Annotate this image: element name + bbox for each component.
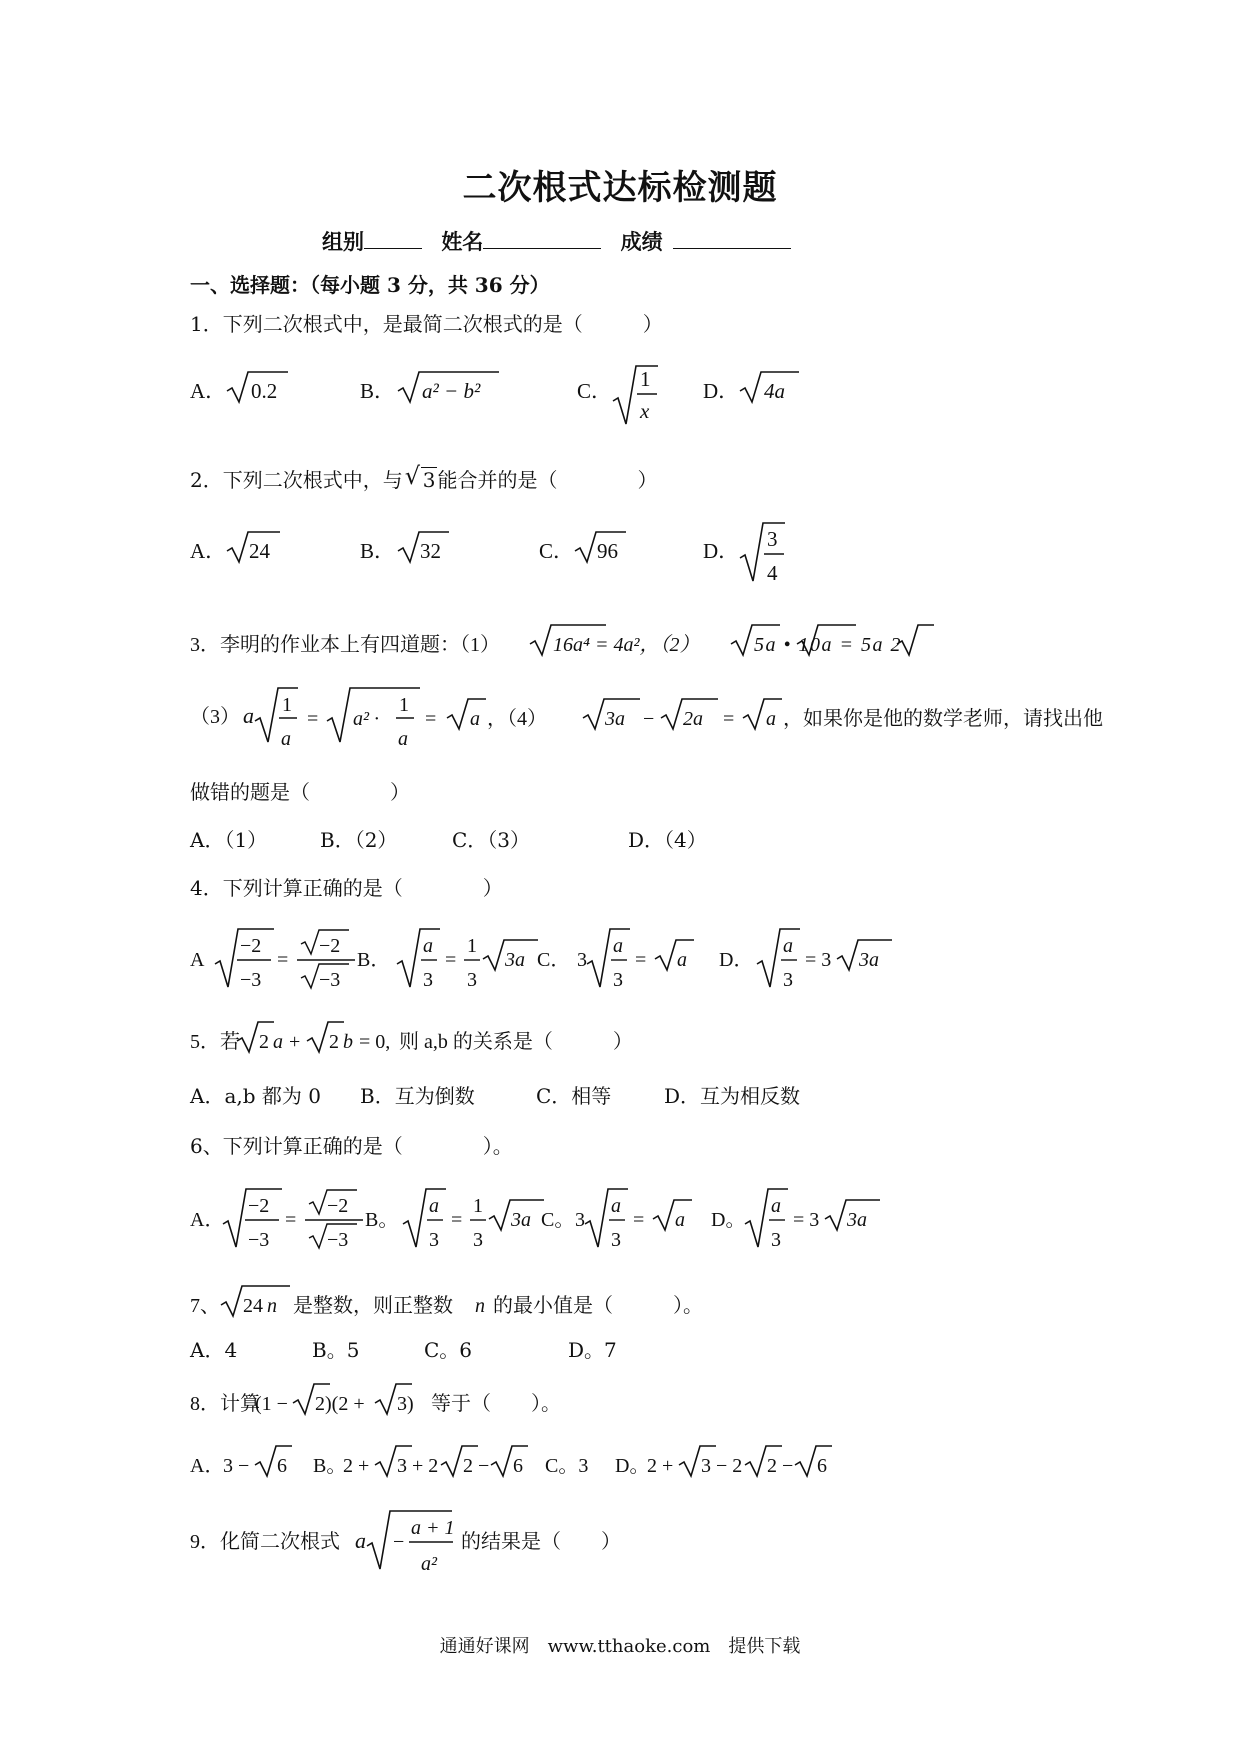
q3-line3: 做错的题是（ ）: [190, 780, 410, 804]
svg-text:−2: −2: [327, 1195, 349, 1217]
q4-label-b: B．: [357, 949, 391, 971]
q6-label-d: D。: [711, 1209, 746, 1231]
svg-text:a: a: [783, 935, 793, 957]
svg-text:−3: −3: [319, 969, 341, 991]
q4-label-d: D．: [719, 949, 754, 971]
q3-term-a4: a: [766, 708, 776, 730]
q5-option-d: D．互为相反数: [664, 1084, 801, 1108]
svg-text:(1 −: (1 −: [255, 1393, 288, 1415]
q2-stem-pre: 2．下列二次根式中，与: [190, 468, 403, 492]
q2-options: [185, 516, 885, 596]
q5-stem-post: 则 a,b 的关系是（ ）: [399, 1031, 633, 1053]
svg-text:a: a: [611, 1195, 621, 1217]
q3-frac1-num: 1: [282, 694, 292, 716]
svg-text:=: =: [285, 1209, 297, 1231]
q3-option-d: D．（4）: [628, 828, 707, 852]
svg-text:a: a: [771, 1195, 781, 1217]
svg-text:=: =: [277, 949, 289, 971]
svg-text:2 +: 2 +: [647, 1455, 674, 1477]
q5-option-c: C．相等: [536, 1084, 612, 1108]
q1-label-a: A．: [190, 379, 227, 403]
q3-line1-pre: 3．李明的作业本上有四道题：（1）: [190, 634, 500, 656]
q5-option-a: A．a,b 都为 0: [190, 1084, 321, 1108]
q4-stem: 4．下列计算正确的是（ ）: [190, 876, 503, 900]
svg-text:3a: 3a: [859, 949, 879, 971]
q1-label-c: C．: [577, 379, 613, 403]
svg-text:=: =: [445, 949, 457, 971]
q2-c-radicand: 96: [597, 539, 618, 563]
q2-stem-radicand: 3: [422, 468, 436, 492]
svg-text:2)(2 +: 2)(2 +: [315, 1393, 365, 1415]
q1-label-d: D．: [703, 379, 740, 403]
svg-text:3 −: 3 −: [223, 1455, 250, 1477]
score-label: 成绩: [620, 229, 663, 254]
svg-text:3): 3): [397, 1393, 414, 1415]
q2-label-a: A．: [190, 539, 227, 563]
svg-text:3 − 2: 3 − 2: [701, 1455, 743, 1477]
svg-text:1: 1: [473, 1195, 483, 1217]
q6-options: [185, 1182, 945, 1262]
q2-stem: [190, 464, 657, 493]
q1-a-radicand: 0.2: [251, 379, 278, 403]
q5-stem-pre: 5．若: [190, 1031, 240, 1053]
q3-line2-a: （3）: [190, 706, 240, 728]
svg-text:6: 6: [817, 1455, 827, 1477]
q9-stem-pre: 9．化简二次根式: [190, 1531, 340, 1553]
svg-text:n: n: [267, 1295, 277, 1317]
svg-text:a: a: [677, 949, 687, 971]
svg-text:2: 2: [329, 1031, 339, 1053]
svg-text:−2: −2: [240, 935, 262, 957]
svg-text:3: 3: [613, 969, 623, 991]
q6-label-c: C。: [541, 1209, 575, 1231]
q7-option-c: C。6: [424, 1338, 473, 1362]
q6-label-a: A．: [190, 1209, 225, 1231]
q3-minus: −: [643, 708, 655, 730]
q3-line2: [185, 683, 1103, 763]
svg-text:2 +: 2 +: [343, 1455, 370, 1477]
q3-eq-sign1: =: [307, 708, 319, 730]
svg-text:3: 3: [429, 1229, 439, 1251]
svg-text:a: a: [355, 1528, 366, 1553]
q8-options: [185, 1438, 945, 1488]
q1-label-b: B．: [360, 379, 396, 403]
q6-stem: 6、下列计算正确的是（ ）。: [190, 1134, 513, 1158]
q3-line2-b: ，（4）: [487, 708, 547, 730]
svg-text:−3: −3: [248, 1229, 270, 1251]
svg-text:24: 24: [243, 1295, 263, 1317]
q3-line1: [185, 618, 985, 668]
q3-option-a: A．（1）: [190, 828, 268, 852]
q8-label-d: D。: [615, 1455, 650, 1477]
q3-eq2: 5a • 10a = 5a 2: [754, 634, 902, 656]
svg-text:a: a: [613, 935, 623, 957]
q3-line2-c: ，如果你是他的数学老师，请找出他: [783, 708, 1103, 730]
score-blank: [673, 228, 791, 249]
q2-stem-post: 能合并的是（ ）: [437, 468, 658, 492]
svg-text:3: 3: [467, 969, 477, 991]
svg-text:2 −: 2 −: [767, 1455, 794, 1477]
q3-eq-sign2: =: [425, 708, 437, 730]
q7-option-a: A．4: [190, 1338, 238, 1362]
section-heading: 一、选择题：（每小题 3 分，共 36 分）: [190, 273, 550, 297]
svg-text:= 3: = 3: [805, 949, 832, 971]
svg-text:3: 3: [577, 949, 587, 971]
q2-label-b: B．: [360, 539, 396, 563]
svg-text:=: =: [451, 1209, 463, 1231]
svg-text:3a: 3a: [505, 949, 525, 971]
svg-text:2: 2: [259, 1031, 269, 1053]
svg-text:3 + 2: 3 + 2: [397, 1455, 439, 1477]
q8-label-b: B。: [313, 1455, 347, 1477]
q3-eq-sign3: =: [723, 708, 735, 730]
svg-text:6: 6: [513, 1455, 523, 1477]
svg-text:3: 3: [473, 1229, 483, 1251]
name-label: 姓名: [441, 229, 484, 254]
q3-term-a1: a: [243, 703, 254, 728]
q1-options: [185, 356, 885, 436]
q7-option-b: B。5: [312, 1338, 360, 1362]
q5-stem: [185, 1016, 885, 1062]
svg-text:3a: 3a: [511, 1209, 531, 1231]
q9-stem: [185, 1506, 885, 1586]
svg-text:3: 3: [423, 969, 433, 991]
group-blank: [364, 228, 422, 249]
svg-text:3: 3: [575, 1209, 585, 1231]
page-footer: 通通好课网 www.tthaoke.com 提供下载: [439, 1636, 801, 1657]
q6-label-b: B。: [365, 1209, 399, 1231]
q7-option-d: D。7: [568, 1338, 617, 1362]
svg-text:−2: −2: [248, 1195, 270, 1217]
q4-options: [185, 922, 945, 1002]
svg-text:−: −: [393, 1531, 405, 1553]
svg-text:= 0,: = 0,: [359, 1031, 391, 1053]
q7-stem-end: 的最小值是（ ）。: [493, 1295, 703, 1317]
q4-label-c: C．: [537, 949, 571, 971]
q3-option-c: C．（3）: [452, 828, 531, 852]
q4-label-a: A: [190, 949, 205, 971]
q2-stem-radical: √ 3: [404, 462, 436, 492]
q3-term-a2: a² ·: [353, 708, 379, 730]
svg-text:3: 3: [783, 969, 793, 991]
q8-label-a: A．: [190, 1455, 225, 1477]
svg-text:a²: a²: [421, 1553, 437, 1575]
svg-text:b: b: [343, 1031, 353, 1053]
q1-stem: 1．下列二次根式中，是最简二次根式的是（ ）: [190, 312, 663, 336]
q8-label-c: C。3: [545, 1455, 589, 1477]
q7-n: n: [475, 1295, 485, 1317]
q8-stem: [185, 1378, 885, 1424]
svg-text:a: a: [675, 1209, 685, 1231]
q3-eq1: 16a⁴ = 4a²，（2）: [553, 634, 700, 656]
q2-b-radicand: 32: [420, 539, 441, 563]
svg-text:3: 3: [611, 1229, 621, 1251]
svg-text:6: 6: [277, 1455, 287, 1477]
svg-text:+: +: [289, 1031, 301, 1053]
q8-stem-pre: 8．计算: [190, 1393, 260, 1415]
svg-text:2 −: 2 −: [463, 1455, 490, 1477]
svg-text:a: a: [423, 935, 433, 957]
svg-text:=: =: [635, 949, 647, 971]
q1-b-radicand: a² − b²: [422, 379, 481, 403]
svg-text:3: 3: [771, 1229, 781, 1251]
svg-text:a: a: [273, 1031, 283, 1053]
group-label: 组别: [322, 229, 364, 254]
q1-c-denominator: x: [640, 399, 650, 423]
q3-frac2-den: a: [398, 728, 408, 750]
q3-term-a3: a: [470, 708, 480, 730]
svg-text:a + 1: a + 1: [411, 1517, 455, 1539]
name-blank: [483, 228, 601, 249]
q2-label-c: C．: [539, 539, 575, 563]
q3-frac2-num: 1: [399, 694, 409, 716]
q1-c-numerator: 1: [640, 367, 651, 391]
student-info: [322, 226, 803, 256]
svg-text:=: =: [633, 1209, 645, 1231]
q2-d-denominator: 4: [767, 561, 778, 585]
svg-text:a: a: [429, 1195, 439, 1217]
page-title: 二次根式达标检测题: [462, 168, 778, 208]
svg-text:1: 1: [467, 935, 477, 957]
svg-text:−3: −3: [240, 969, 262, 991]
svg-text:−3: −3: [327, 1229, 349, 1251]
q2-label-d: D．: [703, 539, 740, 563]
svg-text:3a: 3a: [847, 1209, 867, 1231]
q3-term-3a: 3a: [605, 708, 625, 730]
q1-d-radicand: 4a: [764, 379, 785, 403]
q7-number: 7、: [190, 1295, 220, 1317]
q2-d-numerator: 3: [767, 527, 778, 551]
q9-stem-post: 的结果是（ ）: [461, 1531, 621, 1553]
q3-term-2a: 2a: [683, 708, 703, 730]
q7-stem: [185, 1280, 885, 1326]
svg-text:= 3: = 3: [793, 1209, 820, 1231]
q2-a-radicand: 24: [249, 539, 270, 563]
q3-frac1-den: a: [281, 728, 291, 750]
q3-option-b: B．（2）: [320, 828, 398, 852]
q5-option-b: B．互为倒数: [360, 1084, 475, 1108]
q7-stem-post: 是整数，则正整数: [293, 1295, 453, 1317]
q8-stem-post: 等于（ ）。: [431, 1393, 561, 1415]
svg-text:−2: −2: [319, 935, 341, 957]
